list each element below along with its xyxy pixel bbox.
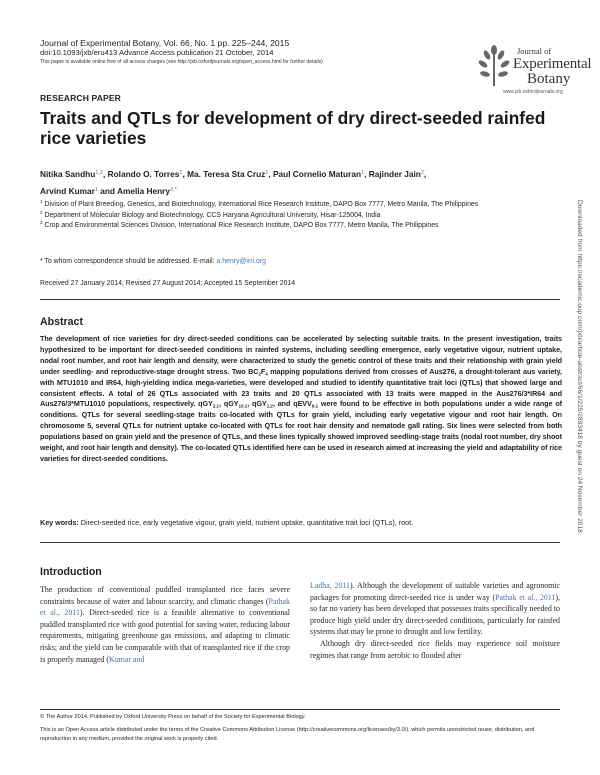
intro-right-column: Ladha, 2011). Although the development of suitable varieties and agronomic packages for promoting direct-seeded rice is under way (Pathak et al., 2011), so far no variety has been developed that possesses traits specifically needed to produce high yield under dry direct-seeded conditions, particularly for rainfed systems that may be prone to drought and low fertility. Although dry direct-seeded rice fields may experience soil moisture regimes that range from aerobic to flooded after (310, 581, 560, 660)
logo-line1: Journal of (517, 46, 552, 56)
journal-citation: Journal of Experimental Botany, Vol. 66, No. 1 pp. 225–244, 2015 (40, 38, 290, 48)
divider (40, 709, 560, 710)
intro-left-column: The production of conventional puddled transplanted rice faces severe constraints because of water and labour scarcity, and climatic changes (Pathak et al., 2011). Direct-seeded rice is a feasible alternative to conventional puddled transplanted rice with good potential for saving water, reducing labour requirements, mitigating greenhouse gas emissions, and adapting to climatic risks; and the yield can be comparable with that of transplanted rice if the crop is properly managed (Kumar and (40, 585, 290, 664)
history-dates: Received 27 January 2014; Revised 27 August 2014; Accepted 15 September 2014 (40, 280, 296, 287)
author[interactable]: Rolando O. Torres$^1$, (107, 169, 188, 179)
doi-line: doi:10.1093/jxb/eru413 Advance Access publication 21 October, 2014 (40, 48, 274, 57)
logo-url[interactable]: www.jxb.oxfordjournals.org (503, 89, 563, 95)
copyright: © The Author 2014. Published by Oxford University Press on behalf of the Society for Experimental Biology. (40, 714, 306, 720)
download-watermark: Downloaded from https://academic.oup.com/jxb/article-abstract/66/1/225/2893418 by guest on 24 November 2018 (576, 200, 583, 533)
author[interactable]: Paul Cornelio Maturan$^1$, (272, 169, 369, 179)
divider (40, 542, 560, 543)
abstract-heading: Abstract (40, 316, 83, 328)
affiliation: $^2$ Department of Molecular Biology and Biotechnology, CCS Haryana Agricultural University, Hisar-125004, India (40, 209, 381, 219)
introduction-heading: Introduction (40, 566, 102, 578)
logo-line3: Botany (527, 71, 571, 87)
affiliation: $^3$ Crop and Environmental Sciences Division, International Rice Research Institute, DAPO Box 7777, Metro Manila, The Philippines (40, 220, 439, 230)
citation-link[interactable]: Pathak et al., 2011 (495, 592, 556, 602)
citation-link[interactable]: Kumar and (109, 654, 145, 664)
author[interactable]: Rajinder Jain$^2$, (368, 169, 427, 179)
affiliations (40, 200, 560, 232)
paper-type: RESEARCH PAPER (40, 93, 121, 103)
correspondence: * To whom correspondence should be addressed. E-mail: a.henry@irri.org (40, 258, 266, 265)
logo-line2: Experimental (513, 56, 592, 72)
paper-title: Traits and QTLs for development of dry direct-seeded rainfed rice varieties (40, 108, 546, 148)
divider (40, 299, 560, 300)
author-list (40, 166, 560, 200)
citation-link[interactable]: Pathak et al., 2011 (40, 596, 290, 618)
email-link[interactable]: a.henry@irri.org (216, 258, 266, 265)
affiliation: $^1$ Division of Plant Breeding, Genetics, and Biotechnology, International Rice Research Institute, DAPO Box 7777, Metro Manila, The Philippines (40, 199, 479, 208)
author[interactable]: Amelia Henry$^{3,*}$ (117, 186, 177, 196)
open-access-note: This paper is available online free of all access charges (see http://jxb.oxfordjournals.org/open_access.html for further details) (40, 59, 323, 65)
author[interactable]: Ma. Teresa Sta Cruz$^1$, (187, 169, 273, 179)
plant-logo-icon (477, 44, 511, 88)
keywords: Key words: Direct-seeded rice, early vegetative vigour, grain yield, nutrient uptake, quantitative trait loci (QTLs), root. (40, 518, 414, 527)
author[interactable]: Arvind Kumar$^1$ and (40, 186, 117, 196)
citation-link[interactable]: Ladha, 2011 (310, 581, 351, 590)
footer (40, 713, 560, 744)
journal-header (40, 38, 323, 66)
journal-logo (477, 44, 592, 99)
author[interactable]: Nitika Sandhu$^{1,2}$, (40, 169, 108, 179)
abstract-body: The development of rice varieties for dry direct-seeded conditions can be accelerated by selecting suitable traits. In the present investigation, traits hypothesized to be important for direct-seeded conditions in rainfed systems, including seedling emergence, early vegetative vigour, nutrient uptake, nodal root number, and root hair length and density, were characterized to study the genetic control of these traits and their relationship with grain yield under seedling- and reproductive-stage drought stress. Two $BC_2F_4$ mapping populations derived from crosses of Aus276, a drought-tolerant aus variety, with MTU1010 and IR64, high-yielding indica mega-varieties, were developed and studied to identify quantitative trait loci (QTLs) that showed large and consistent effects. A total of 26 QTLs associated with 23 traits and 20 QTLs associated with 13 traits were mapped in the Aus276/3*IR64 and Aus276/3*MTU1010 populations, respectively. qGY$_{2.1}$, qGY$_{10.1}$, qGY$_{1.2}$, and qEVV$_{9.1}$ were found to be effective in both populations under a wide range of conditions. QTLs for several seedling-stage traits co-located with QTLs for grain yield, including early vegetative vigour and root hair length. On chromosome 5, several QTLs for nutrient uptake co-located with QTLs for root hair density and nematode gall rating. Six lines were selected from both populations based on grain yield and the presence of QTLs, and these lines typically showed improved seedling-stage traits (nodal root number, dry shoot weight, and root hair length and density). The co-located QTLs identified here can be used in research aimed at increasing the yield and adaptability of rice varieties for direct-seeded conditions. (40, 334, 563, 463)
license: This is an Open Access article distributed under the terms of the Creative Commons Attribution License (http://creativecommons.org/licenses/by/3.0/), which permits unrestricted reuse, distribution, and reproduction in any medium, provided the original work is properly cited. (40, 727, 535, 742)
